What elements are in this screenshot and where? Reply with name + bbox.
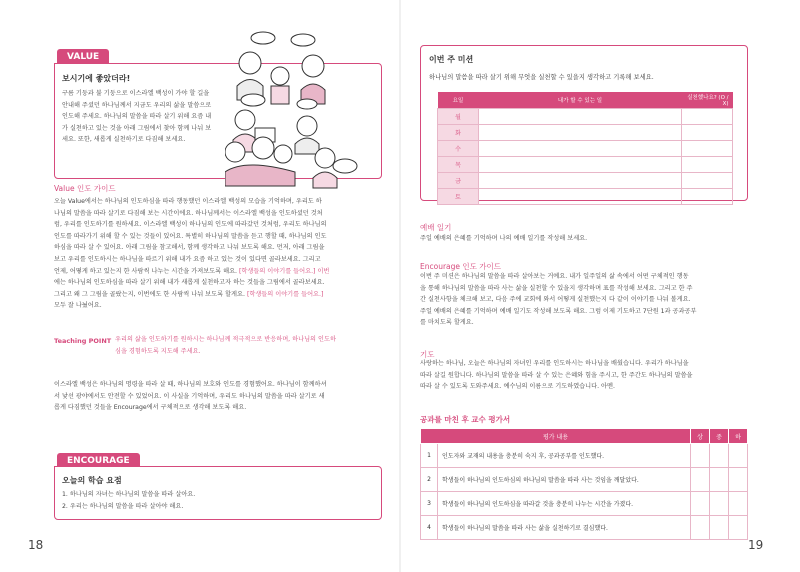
mission-table	[437, 92, 733, 205]
worship-diary-text: 주일 예배의 은혜를 기억하며 나의 예배 일기를 작성해 보세요.	[420, 235, 588, 242]
mission-row	[438, 141, 733, 157]
evaluation-heading: 공과를 마친 후 교수 평가서	[420, 415, 511, 424]
prayer-text	[420, 358, 750, 393]
guide-line	[54, 266, 384, 278]
mission-task-cell[interactable]	[479, 189, 682, 205]
guide-line: 럼, 우리를 인도하기를 원하세요. 이스라엘 백성이 하나님의 인도에 따라갔던 것처럼, 우리도 하나님의	[54, 221, 327, 229]
eval-text: 인도자와 교재의 내용을 충분히 숙지 후, 공과공부를 인도했다.	[438, 444, 691, 468]
mission-task-cell[interactable]	[479, 141, 682, 157]
guide-line	[54, 289, 384, 301]
prayer-line: 사랑하는 하나님, 오늘은 하나님의 자녀인 우리를 인도하시는 하나님을 배웠습니다. 우리가 하나님을	[420, 360, 689, 367]
mission-row	[438, 125, 733, 141]
encourage-point: 2. 우리는 하나님의 말씀을 따라 살아야 해요.	[62, 502, 184, 510]
guide-line-text: 그리고 왜 그 그림을 골랐는지, 이번에도 한 사람씩 나눠 보도록 할게요.	[54, 290, 245, 298]
closing-line: 서 낯선 광야에서도 안전할 수 있었어요. 이 사실을 기억하며, 우리도 하나님의 말씀을 따라 살기로 새	[54, 392, 325, 400]
guide-line: 보고 우리를 인도하시는 하나님을 따르기 위해 내가 요즘 하고 있는 것이 있다면 골라보세요. 그리고	[54, 255, 321, 263]
encourage-guide-heading: Encourage 인도 가이드	[420, 262, 502, 271]
mission-done-cell[interactable]	[682, 125, 733, 141]
eval-col-low: 하	[729, 429, 748, 444]
mission-subtitle: 하나님의 말씀을 따라 살기 위해 무엇을 실천할 수 있을지 생각하고 기록해 보세요.	[429, 74, 654, 81]
value-box-title: 보시기에 좋았더라!	[62, 74, 131, 83]
right-page	[400, 0, 800, 572]
encourage-guide-text	[420, 271, 750, 329]
eval-check-high[interactable]	[691, 492, 710, 516]
eval-col-mid: 중	[710, 429, 729, 444]
prayer-heading: 기도	[420, 350, 435, 359]
eval-col-content: 평가 내용	[421, 429, 691, 444]
mission-title: 이번 주 미션	[429, 55, 474, 64]
prayer-line: 따라 살길 원합니다. 하나님의 말씀을 따라 살 수 있는 은혜와 힘을 주시고, 한 주간도 하나님의 말씀을	[420, 371, 693, 379]
eval-check-high[interactable]	[691, 444, 710, 468]
guide-inline-note: [학생들의 이야기를 들어요.]	[246, 290, 324, 298]
eval-check-low[interactable]	[729, 468, 748, 492]
value-line: 안내해 주셨던 하나님께서 지금도 우리의 삶을 말씀으로	[62, 101, 212, 109]
mission-day: 수	[438, 141, 479, 157]
value-guide-heading: Value 인도 가이드	[54, 184, 116, 193]
mission-col-task: 내가 할 수 있는 일	[479, 92, 682, 109]
enc-guide-line: 간 실천사항을 체크해 보고, 다음 주에 교회에 와서 어떻게 실천했는지 다 같이 이야기를 나눠 볼게요.	[420, 296, 691, 304]
mission-col-day: 요일	[438, 92, 479, 109]
value-line: 구름 기둥과 불 기둥으로 이스라엘 백성이 가야 할 길을	[62, 90, 210, 97]
mission-day: 토	[438, 189, 479, 205]
guide-line: 인도를 따라가기 위해 할 수 있는 것들이 있어요. 특별히 하나님의 말씀을 듣고 행할 때, 하나님의 인도	[54, 232, 327, 240]
evaluation-table	[420, 428, 748, 540]
mission-done-cell[interactable]	[682, 141, 733, 157]
guide-line: 하심을 따라 살 수 있어요. 아래 그림을 참고해서, 함께 생각하고 나눠 보도록 해요. 먼저, 아래 그림을	[54, 244, 325, 252]
eval-num: 1	[421, 444, 438, 468]
mission-row	[438, 189, 733, 205]
mission-day: 목	[438, 157, 479, 173]
mission-task-cell[interactable]	[479, 173, 682, 189]
mission-row	[438, 173, 733, 189]
encourage-tag: ENCOURAGE	[57, 453, 140, 469]
eval-col-high: 상	[691, 429, 710, 444]
closing-line: 이스라엘 백성은 하나님의 명령을 따라 살 때, 하나님의 보호와 인도를 경험했어요. 하나님이 함께하셔	[54, 381, 327, 388]
mission-done-cell[interactable]	[682, 173, 733, 189]
mission-day: 화	[438, 125, 479, 141]
encourage-points	[62, 489, 195, 512]
eval-num: 4	[421, 516, 438, 540]
closing-line: 롭게 다짐했던 것들을 Encourage에서 구체적으로 생각해 보도록 해요.	[54, 404, 247, 412]
page-number-left: 18	[28, 538, 44, 552]
evaluation-header	[421, 429, 748, 444]
value-guide-text	[54, 196, 384, 312]
enc-guide-line: 이번 주 미션은 하나님의 말씀을 따라 살아보는 거예요. 내가 일주일의 삶 속에서 어떤 구체적인 행동	[420, 273, 689, 280]
eval-check-high[interactable]	[691, 468, 710, 492]
guide-line: 에는 하나님의 인도하심을 따라 살기 위해 내가 새롭게 실천하고자 하는 것들을 그림에서 골라보세요.	[54, 279, 325, 287]
mission-done-cell[interactable]	[682, 157, 733, 173]
teaching-point-label: Teaching POINT	[54, 337, 112, 345]
enc-guide-line: 주일 예배의 은혜를 기억하며 예배 일기도 작성해 보도록 해요. 그럼 이제 기도하고 7단원 1과 공과공부	[420, 307, 697, 315]
eval-check-mid[interactable]	[710, 468, 729, 492]
mission-done-cell[interactable]	[682, 109, 733, 125]
mission-box	[420, 45, 748, 201]
value-line: 가 실천하고 있는 것을 아래 그림에서 찾아 함께 나눠 보	[62, 124, 212, 132]
evaluation-row	[421, 492, 748, 516]
mission-day: 월	[438, 109, 479, 125]
eval-check-mid[interactable]	[710, 444, 729, 468]
eval-check-low[interactable]	[729, 444, 748, 468]
eval-check-mid[interactable]	[710, 492, 729, 516]
value-tag: VALUE	[57, 49, 109, 65]
value-line: 세요. 또한, 새롭게 실천하기로 다짐해 보세요.	[62, 136, 186, 144]
mission-task-cell[interactable]	[479, 157, 682, 173]
guide-line: 나님의 말씀을 따라 살기로 다짐해 보는 시간이에요. 하나님께서는 이스라엘 백성을 인도하셨던 것처	[54, 209, 323, 217]
eval-num: 2	[421, 468, 438, 492]
teaching-line: 심을 경험하도록 지도해 주세요.	[115, 347, 201, 355]
eval-check-high[interactable]	[691, 516, 710, 540]
value-box-text	[62, 88, 227, 146]
guide-line: 모두 잘 나눴어요.	[54, 302, 102, 310]
mission-col-done: 실천했나요? (O / X)	[682, 92, 733, 109]
evaluation-row	[421, 444, 748, 468]
worship-diary-heading: 예배 일기	[420, 223, 452, 232]
teaching-point-text	[115, 334, 385, 357]
mission-task-cell[interactable]	[479, 125, 682, 141]
guide-line-text: 언제, 어떻게 하고 있는지 한 사람씩 나누는 시간을 가져보도록 해요.	[54, 267, 238, 275]
mission-done-cell[interactable]	[682, 189, 733, 205]
value-line: 인도해 주세요. 하나님의 말씀을 따라 살기 위해 요즘 내	[62, 113, 212, 121]
people-illustration	[225, 28, 395, 192]
eval-check-low[interactable]	[729, 516, 748, 540]
eval-check-mid[interactable]	[710, 516, 729, 540]
eval-check-low[interactable]	[729, 492, 748, 516]
prayer-line: 따라 살 수 있도록 도와주세요. 예수님의 이름으로 기도하였습니다. 아멘.	[420, 383, 615, 391]
guide-line: 오늘 Value에서는 하나님의 인도하심을 따라 행동했던 이스라엘 백성의 모습을 기억하며, 우리도 하	[54, 198, 322, 205]
closing-text	[54, 379, 384, 414]
page-number-right: 19	[748, 538, 764, 552]
encourage-point: 1. 하나님의 자녀는 하나님의 말씀을 따라 살아요.	[62, 491, 196, 498]
teaching-line: 우리의 삶을 인도하기를 원하시는 하나님께 적극적으로 반응하며, 하나님의 인도하	[115, 336, 336, 343]
mission-row	[438, 109, 733, 125]
mission-day: 금	[438, 173, 479, 189]
enc-guide-line: 를 마치도록 할게요.	[420, 319, 474, 327]
evaluation-row	[421, 468, 748, 492]
encourage-box	[54, 466, 382, 520]
eval-text: 학생들이 하나님의 인도하심의 하나님의 말씀을 따라 사는 것임을 깨달았다.	[438, 468, 691, 492]
eval-num: 3	[421, 492, 438, 516]
evaluation-row	[421, 516, 748, 540]
mission-table-header	[438, 92, 733, 109]
eval-text: 학생들이 하나님의 인도하심을 따라갈 것을 충분히 나누는 시간을 가졌다.	[438, 492, 691, 516]
mission-row	[438, 157, 733, 173]
enc-guide-line: 을 통해 하나님의 말씀을 따라 사는 삶을 실천할 수 있을지 생각하며 표를 작성해 보세요. 그리고 한 주	[420, 284, 693, 292]
mission-task-cell[interactable]	[479, 109, 682, 125]
encourage-box-title: 오늘의 학습 요점	[62, 476, 122, 485]
eval-text: 학생들이 하나님의 말씀을 따라 사는 삶을 실천하기로 결심했다.	[438, 516, 691, 540]
guide-inline-note: [학생들의 이야기를 들어요.] 이번	[239, 267, 330, 275]
